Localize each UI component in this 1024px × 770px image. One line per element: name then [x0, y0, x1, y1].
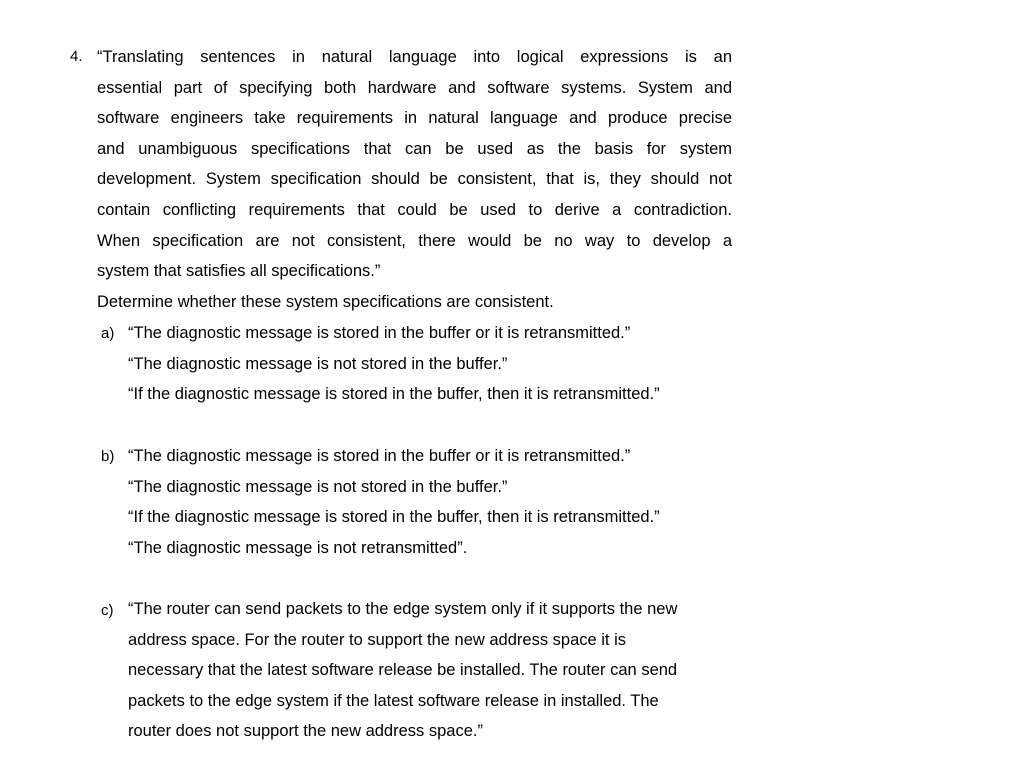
part-c-statements [128, 594, 728, 747]
quote-line: “Translating sentences in natural language into logical expressions is an [97, 48, 732, 66]
statement-line: address space. For the router to support the new address space it is [128, 630, 627, 649]
instruction-text: Determine whether these system specifications are consistent. [97, 293, 554, 311]
statement-line: “The diagnostic message is stored in the buffer or it is retransmitted.” [128, 447, 631, 465]
quote-line: essential part of specifying both hardware and software systems. System and [97, 78, 732, 97]
statement-line: “If the diagnostic message is stored in the buffer, then it is retransmitted.” [128, 508, 660, 527]
part-c-label: c) [101, 602, 114, 619]
quote-line: When specification are not consistent, there would be no way to develop a [97, 231, 732, 250]
part-b-statements [128, 441, 728, 563]
question-quote [97, 42, 732, 287]
quote-line: development. System specification should be consistent, that is, they should not [97, 170, 732, 189]
statement-line: “The diagnostic message is not stored in the buffer.” [128, 477, 508, 496]
quote-line: and unambiguous specifications that can be used as the basis for system [97, 139, 732, 158]
quote-line: system that satisfies all specifications.” [97, 262, 381, 281]
statement-line: router does not support the new address space.” [128, 722, 483, 741]
part-b-label: b) [101, 448, 115, 465]
statement-line: “The router can send packets to the edge system only if it supports the new [128, 600, 678, 618]
question-number: 4. [70, 48, 83, 65]
part-a-statements [128, 318, 728, 410]
statement-line: packets to the edge system if the latest software release in installed. The [128, 691, 659, 710]
quote-line: contain conflicting requirements that could be used to derive a contradiction. [97, 200, 732, 219]
statement-line: “The diagnostic message is stored in the buffer or it is retransmitted.” [128, 324, 631, 342]
statement-line: “The diagnostic message is not retransmitted”. [128, 538, 468, 557]
statement-line: necessary that the latest software release be installed. The router can send [128, 661, 678, 680]
quote-line: software engineers take requirements in natural language and produce precise [97, 109, 732, 128]
part-a-label: a) [101, 325, 115, 342]
statement-line: “The diagnostic message is not stored in the buffer.” [128, 354, 508, 373]
statement-line: “If the diagnostic message is stored in the buffer, then it is retransmitted.” [128, 385, 660, 404]
